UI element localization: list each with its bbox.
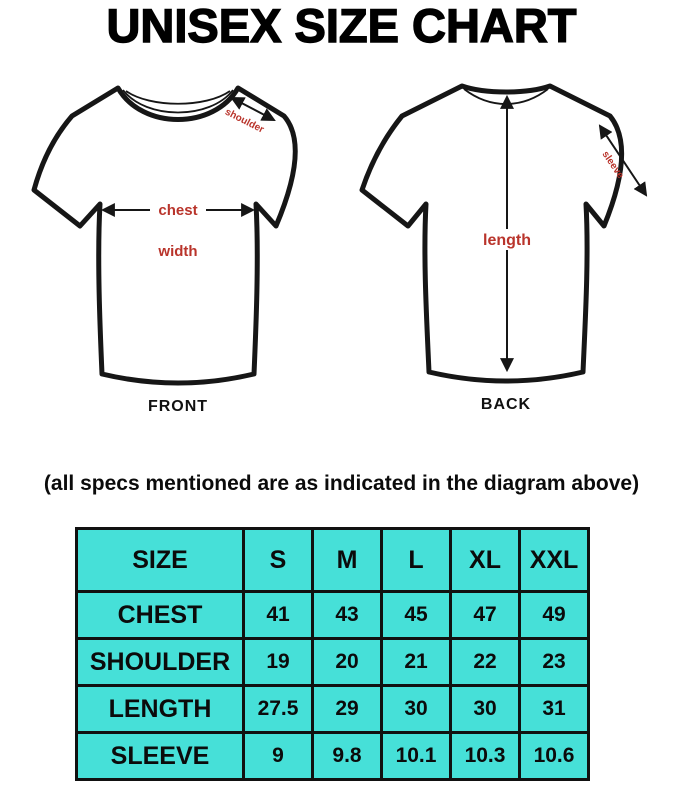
table-header-row: [77, 529, 589, 592]
sleeve-annotation: sleeve: [599, 149, 626, 181]
column-header-m: M: [313, 529, 382, 592]
cell-chest-m: 43: [313, 592, 382, 639]
chest-annotation: chest: [158, 202, 198, 219]
column-header-xxl: XXL: [520, 529, 589, 592]
cell-shoulder-xxl: 23: [520, 639, 589, 686]
shoulder-annotation: shoulder: [223, 106, 266, 136]
column-header-s: S: [244, 529, 313, 592]
row-label-sleeve: SLEEVE: [77, 733, 244, 780]
back-shirt-diagram: [350, 62, 662, 402]
cell-chest-xl: 47: [451, 592, 520, 639]
table-row: [77, 592, 589, 639]
cell-chest-s: 41: [244, 592, 313, 639]
cell-sleeve-m: 9.8: [313, 733, 382, 780]
table-row: [77, 733, 589, 780]
row-label-shoulder: SHOULDER: [77, 639, 244, 686]
cell-length-s: 27.5: [244, 686, 313, 733]
table-row: [77, 639, 589, 686]
cell-length-xl: 30: [451, 686, 520, 733]
cell-length-m: 29: [313, 686, 382, 733]
cell-sleeve-xxl: 10.6: [520, 733, 589, 780]
length-annotation: length: [483, 232, 531, 249]
cell-chest-xxl: 49: [520, 592, 589, 639]
cell-shoulder-xl: 22: [451, 639, 520, 686]
front-shirt-diagram: [22, 58, 334, 403]
size-chart-table: [75, 527, 590, 781]
cell-shoulder-s: 19: [244, 639, 313, 686]
page-title: UNISEX SIZE CHART: [106, 0, 577, 52]
cell-sleeve-s: 9: [244, 733, 313, 780]
row-label-length: LENGTH: [77, 686, 244, 733]
cell-length-xxl: 31: [520, 686, 589, 733]
row-label-chest: CHEST: [77, 592, 244, 639]
cell-chest-l: 45: [382, 592, 451, 639]
front-view-label: FRONT: [147, 398, 209, 415]
column-header-xl: XL: [451, 529, 520, 592]
cell-length-l: 30: [382, 686, 451, 733]
column-header-l: L: [382, 529, 451, 592]
cell-sleeve-xl: 10.3: [451, 733, 520, 780]
cell-sleeve-l: 10.1: [382, 733, 451, 780]
column-header-size: SIZE: [77, 529, 244, 592]
front-neck-opening-line: [126, 91, 230, 104]
cell-shoulder-m: 20: [313, 639, 382, 686]
width-annotation: width: [158, 243, 198, 260]
back-view-label: BACK: [480, 396, 532, 413]
specs-note: (all specs mentioned are as indicated in the diagram above): [43, 472, 640, 495]
table-row: [77, 686, 589, 733]
cell-shoulder-l: 21: [382, 639, 451, 686]
